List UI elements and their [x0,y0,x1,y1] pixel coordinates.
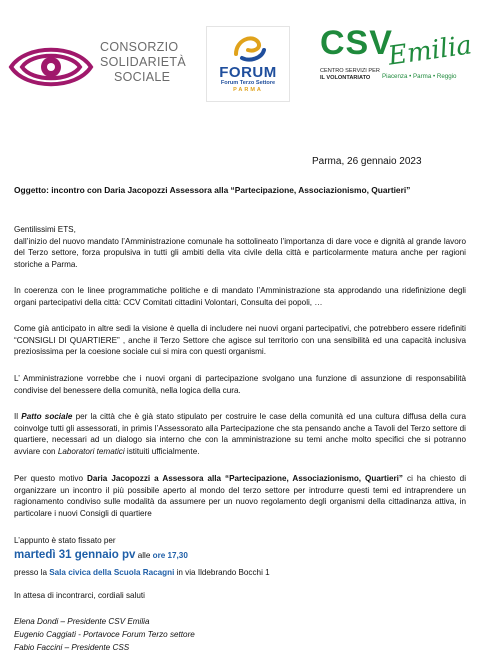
place-lead: presso la [14,568,50,577]
header-logos [0,22,478,112]
appointment-time: ore 17,30 [152,551,188,560]
appointment-where [14,568,270,577]
paragraph-visione: Come già anticipato in altre sedi la visione è quella di includere nei nuovi organi partecipativi, che potrebbero essere ridefiniti “CONSIGLI DI QUARTIERE” , anche il Terzo Settore che agisce sul territorio con una sensibilità ed una capacità inclusiva preziosissima per la coesione sociale cui si mira con questi organismi. [14,324,466,357]
consorzio-line-2: SOLIDARIETÀ [100,55,186,69]
patto-body: per la città che è già stato stipulato per costruire le case della comunità ed una cultura diffusa della cura coinvolge tutti gli assessorati, in primis l’Assessorato alla Partecipazione che sta pensando anche a Tavoli del Terzo settore di quartiere, necessari ad un dialogo sia interno che con la amministrazione su temi anche molto specifici che si potranno avviare con [14,412,467,456]
signature-1: Elena Dondi – Presidente CSV Emilia [14,617,150,626]
assessora-name: Daria Jacopozzi a Assessora alla “Partecipazione, Associazionismo, Quartieri” [87,474,403,483]
appointment-alle: alle [135,551,153,560]
paragraph-coerenza: In coerenza con le linee programmatiche politiche e di mandato l’Amministrazione sta approdando una ridefinizione degli organi partecipativi della città: CCV Comitati cittadini Volontari, Consulta dei popoli, … [14,286,466,307]
appointment-when [14,549,188,561]
forum-city: PARMA [233,87,263,93]
patto-end: istituiti ufficialmente. [124,446,200,456]
consorzio-logo-text [100,40,186,85]
appointment-day: martedì 31 gennaio pv [14,549,136,561]
laboratori-tematici-term: Laboratori tematici [57,446,125,456]
forum-subtitle: Forum Terzo Settore [220,80,276,86]
intro-text: dall’inizio del nuovo mandato l’Amministrazione comunale ha sottolineato l’importanza di dare voce e dignità al grande lavoro del Terzo settore, forza propulsiva in tutti gli ambiti della vita civile della città e particolarmente matura anche per ragioni storiche a Parma. [14,236,466,269]
consorzio-line-1: CONSORZIO [100,40,179,54]
signature-3: Fabio Faccini – Presidente CSS [14,643,130,652]
place-name: Sala civica della Scuola Racagni [49,568,175,577]
greeting: Gentilissimi ETS, [14,225,76,234]
csv-emilia-logo [320,24,476,108]
letter-date: Parma, 26 gennaio 2023 [312,156,422,167]
csv-centro-line-2: IL VOLONTARIATO [320,75,371,81]
csv-cities: Piacenza • Parma • Reggio [382,73,457,80]
paragraph-motivo [14,473,466,519]
letter-subject: Oggetto: incontro con Daria Jacopozzi Assessora alla “Partecipazione, Associazionismo, Quartieri” [14,185,411,195]
motivo-lead: Per questo motivo [14,474,87,483]
csv-centro-text [320,68,380,82]
csv-centro-line-1: CENTRO SERVIZI PER [320,68,380,74]
csv-wordmark: CSV [320,24,393,62]
emilia-script: Emilia [386,30,474,72]
paragraph-amministrazione: L’ Amministrazione vorrebbe che i nuovi organi di partecipazione svolgano una funzione di assunzione di responsabilità condivise del benessere della comunità, nella logica della cura. [14,374,466,395]
eye-icon [8,40,94,94]
paragraph-intro [14,224,466,270]
motivo-body: ci ha chiesto di organizzare un incontro il più possibile aperto al mondo del terzo settore per introdurre questi temi ed intraprendere un ragionamento condiviso sulle modalità da assumere per un nuovo regolamento degli organismi della cittadinanza attiva, in particolare i nuovi Consigli di quartiere [14,474,466,518]
appointment-intro: L’appunto è stato fissato per [14,536,116,545]
consorzio-line-3: SOCIALE [114,70,171,84]
patto-sociale-term: Patto sociale [21,412,73,421]
patto-lead: Il [14,412,22,421]
forum-logo [206,26,290,102]
consorzio-logo [8,36,198,96]
paragraph-patto-sociale [14,411,466,457]
signature-2: Eugenio Caggiati - Portavoce Forum Terzo settore [14,630,195,639]
closing-line: In attesa di incontrarci, cordiali saluti [14,591,145,600]
place-address: in via Ildebrando Bocchi 1 [174,568,270,577]
forum-title: FORUM [219,64,277,81]
forum-swoosh-icon [206,28,290,68]
